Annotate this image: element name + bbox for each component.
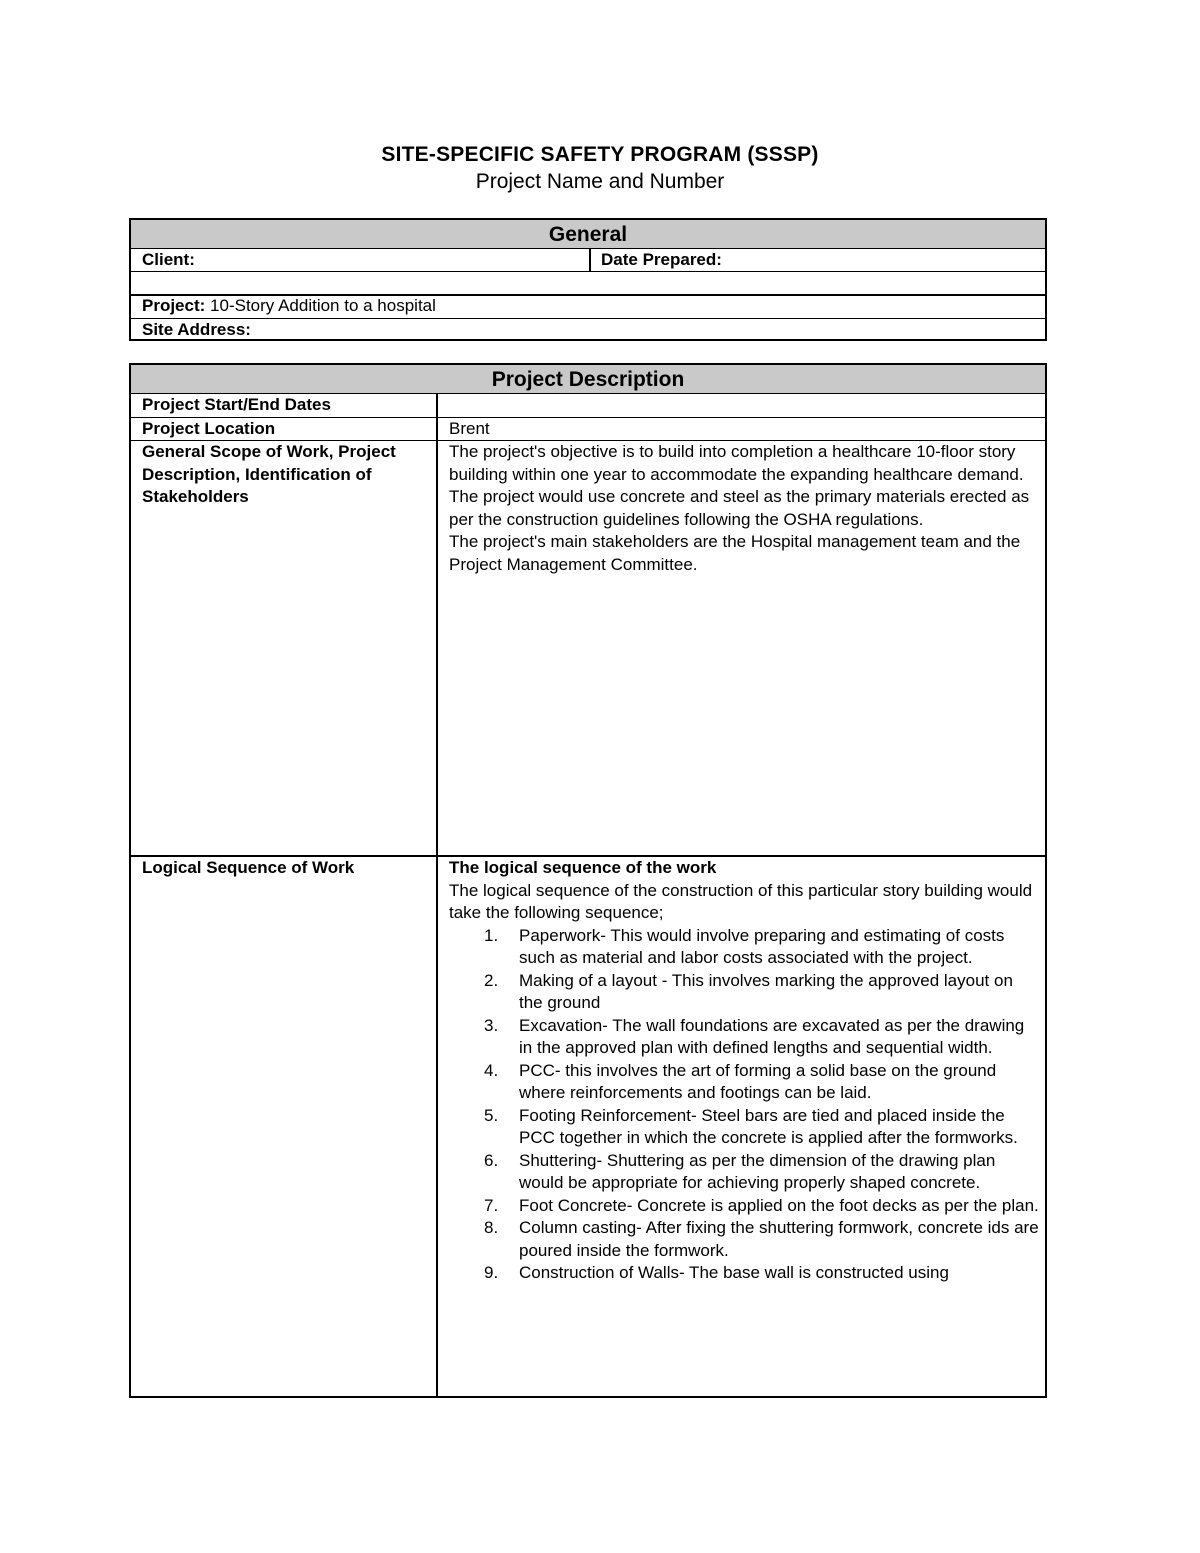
general-header: General	[131, 220, 1045, 249]
sequence-heading: The logical sequence of the work	[449, 858, 717, 877]
sequence-list	[449, 925, 1039, 1285]
scope-paragraph: The project's objective is to build into completion a healthcare 10-floor story building within one year to accommodate the expanding healthcare demand.	[449, 442, 1024, 484]
scope-text	[449, 441, 1039, 576]
client-date-row	[131, 248, 1045, 272]
cell-divider	[589, 248, 591, 271]
site-address-label: Site Address:	[142, 320, 251, 339]
list-item: 9. Construction of Walls- The base wall is constructed using	[484, 1263, 949, 1282]
project-value: 10-Story Addition to a hospital	[210, 296, 436, 315]
project-row	[131, 295, 1045, 319]
sequence-text	[449, 857, 1039, 1285]
scope-label: General Scope of Work, Project Description, Identification of Stakeholders	[142, 442, 396, 506]
sequence-intro: The logical sequence of the construction of this particular story building would take the following sequence;	[449, 880, 1033, 922]
list-item: 1. Paperwork- This would involve preparing and estimating of costs such as material and labor costs associated with the project.	[484, 925, 1005, 967]
column-divider	[436, 394, 438, 1396]
blank-row	[131, 271, 1045, 296]
list-item: 5. Footing Reinforcement- Steel bars are tied and placed inside the PCC together in which the concrete is applied after the formworks.	[484, 1105, 1018, 1147]
client-label: Client:	[142, 250, 195, 269]
date-prepared-label: Date Prepared:	[601, 250, 722, 269]
scope-paragraph: The project's main stakeholders are the Hospital management team and the Project Management Committee.	[449, 532, 1021, 574]
general-table	[129, 218, 1047, 341]
location-label: Project Location	[142, 419, 276, 438]
list-item: 7. Foot Concrete- Concrete is applied on the foot decks as per the plan.	[484, 1195, 1039, 1215]
list-item: 6. Shuttering- Shuttering as per the dimension of the drawing plan would be appropriate for achieving properly shaped concrete.	[484, 1150, 996, 1192]
location-value: Brent	[449, 419, 490, 438]
project-label: Project:	[142, 296, 206, 315]
sequence-label: Logical Sequence of Work	[142, 858, 355, 877]
list-item: 2. Making of a layout - This involves marking the approved layout on the ground	[484, 970, 1013, 1012]
site-address-row	[131, 318, 1045, 340]
list-item: 3. Excavation- The wall foundations are excavated as per the drawing in the approved plan with defined lengths and sequential width.	[484, 1015, 1025, 1057]
scope-paragraph: The project would use concrete and steel as the primary materials erected as per the construction guidelines following the OSHA regulations.	[449, 487, 1030, 529]
project-description-header: Project Description	[131, 365, 1045, 394]
list-item: 8. Column casting- After fixing the shuttering formwork, concrete ids are poured inside the formwork.	[484, 1218, 1039, 1260]
project-description-table	[129, 363, 1047, 1398]
start-end-label: Project Start/End Dates	[142, 395, 331, 414]
list-item: 4. PCC- this involves the art of forming a solid base on the ground where reinforcements and footings can be laid.	[484, 1060, 997, 1102]
document-subtitle: Project Name and Number	[475, 170, 725, 193]
document-title: SITE-SPECIFIC SAFETY PROGRAM (SSSP)	[381, 143, 819, 166]
